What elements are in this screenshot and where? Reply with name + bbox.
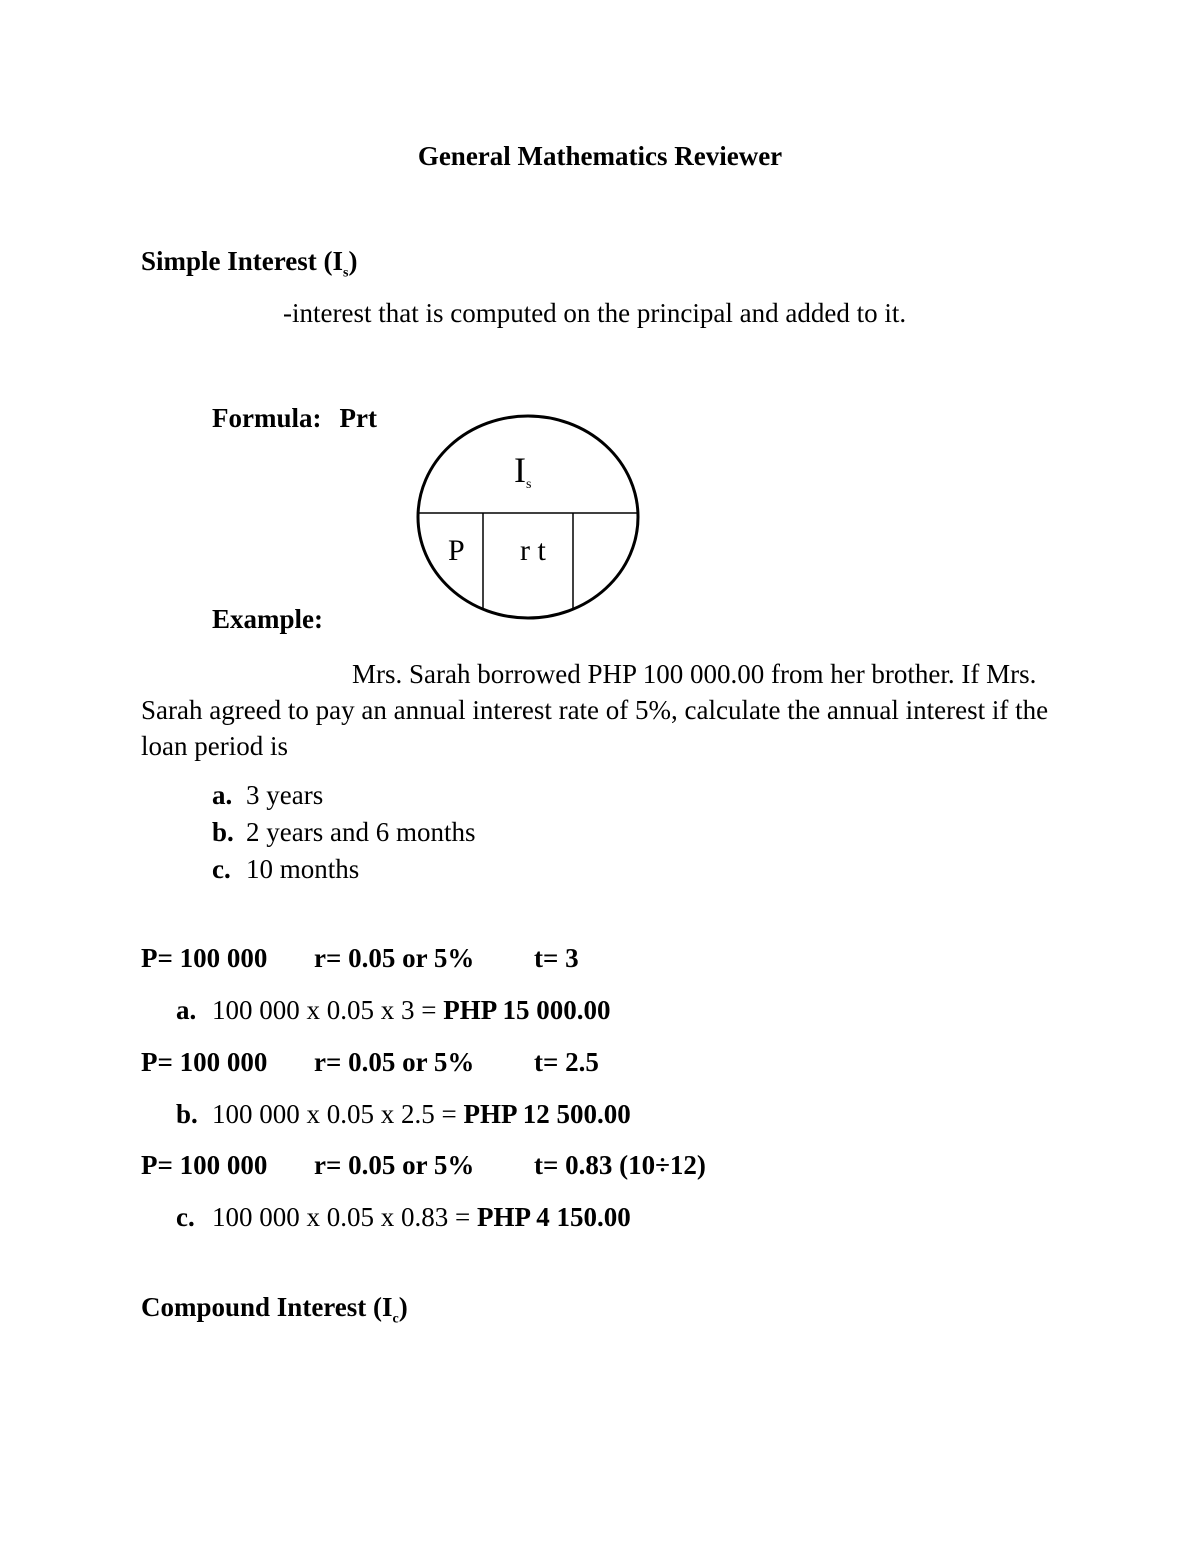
- compound-interest-heading: [141, 1292, 408, 1327]
- example-problem: Mrs. Sarah borrowed PHP 100 000.00 from her brother. If Mrs. Sarah agreed to pay an annual interest rate of 5%, calculate the annual interest if the loan period is: [141, 659, 1049, 761]
- compound-interest-heading-text: Compound Interest (I: [141, 1292, 393, 1322]
- option-b: [212, 817, 475, 848]
- calculation-b-result: PHP 12 500.00: [463, 1099, 631, 1129]
- formula-row: [212, 403, 377, 434]
- compound-interest-heading-sub: c: [392, 1311, 399, 1327]
- given-rate: r= 0.05 or 5%: [314, 943, 475, 973]
- option-b-text: 2 years and 6 months: [246, 817, 476, 847]
- formula-value: Prt: [339, 403, 377, 433]
- given-principal: P= 100 000: [141, 1150, 268, 1180]
- given-row-c: [141, 1150, 706, 1181]
- given-principal: P= 100 000: [141, 1047, 268, 1077]
- given-row-b: [141, 1047, 599, 1078]
- example-label: Example:: [212, 604, 323, 634]
- diagram-rt-label: r t: [520, 534, 546, 567]
- calculation-c: [176, 1202, 631, 1233]
- option-b-label: b.: [212, 817, 234, 847]
- calculation-a-label: a.: [176, 995, 197, 1025]
- diagram-top-label: Is: [514, 450, 532, 492]
- calculation-b-label: b.: [176, 1099, 198, 1129]
- given-rate: r= 0.05 or 5%: [314, 1047, 475, 1077]
- calculation-c-label: c.: [176, 1202, 195, 1232]
- calculation-a: [176, 995, 610, 1026]
- option-a-text: 3 years: [246, 780, 324, 810]
- compound-interest-heading-close: ): [398, 1292, 408, 1322]
- calculation-b-expression: 100 000 x 0.05 x 2.5 =: [212, 1099, 464, 1129]
- given-row-a: [141, 943, 579, 974]
- option-c: [212, 854, 359, 885]
- calculation-c-result: PHP 4 150.00: [476, 1202, 631, 1232]
- given-rate: r= 0.05 or 5%: [314, 1150, 475, 1180]
- diagram-circle: [418, 416, 638, 618]
- given-principal: P= 100 000: [141, 943, 268, 973]
- prt-circle-diagram: [414, 412, 642, 622]
- simple-interest-heading: [141, 246, 357, 281]
- simple-interest-heading-close: ): [348, 246, 358, 276]
- option-c-text: 10 months: [246, 854, 360, 884]
- simple-interest-heading-sub: s: [343, 265, 349, 281]
- given-time: t= 0.83 (10÷12): [534, 1150, 706, 1180]
- formula-label: Formula:: [212, 403, 322, 433]
- given-time: t= 3: [534, 943, 579, 973]
- option-a: [212, 780, 323, 811]
- option-c-label: c.: [212, 854, 231, 884]
- option-a-label: a.: [212, 780, 233, 810]
- calculation-a-result: PHP 15 000.00: [443, 995, 611, 1025]
- given-time: t= 2.5: [534, 1047, 599, 1077]
- diagram-p-label: P: [448, 534, 465, 567]
- document-title: General Mathematics Reviewer: [417, 141, 783, 171]
- simple-interest-definition: -interest that is computed on the principal and added to it.: [283, 298, 907, 328]
- simple-interest-heading-text: Simple Interest (I: [141, 246, 343, 276]
- calculation-b: [176, 1099, 631, 1130]
- calculation-c-expression: 100 000 x 0.05 x 0.83 =: [212, 1202, 477, 1232]
- calculation-a-expression: 100 000 x 0.05 x 3 =: [212, 995, 444, 1025]
